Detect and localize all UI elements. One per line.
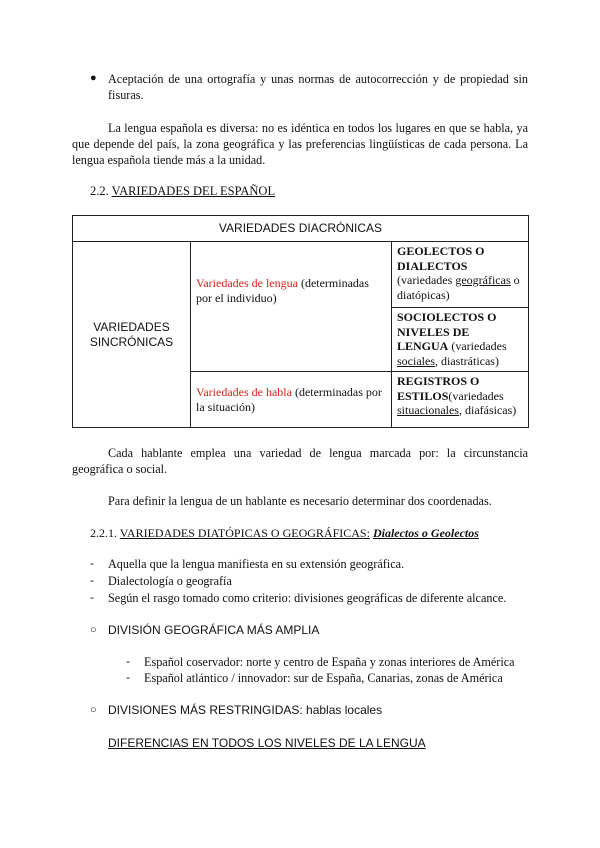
variedades-lengua-term: Variedades de lengua — [196, 276, 298, 290]
section-heading-2-2 — [90, 184, 275, 199]
division-amplia: DIVISIÓN GEOGRÁFICA MÁS AMPLIA — [108, 623, 320, 637]
sociolectos-pre: (variedades — [448, 339, 507, 353]
sub-item-conservador: Español coservador: norte y centro de España y zonas interiores de América — [144, 655, 515, 669]
sociolectos-underlined: sociales — [397, 353, 435, 368]
table-cell-variedades-habla — [191, 372, 392, 428]
paragraph-hablante: Cada hablante emplea una variedad de lengua marcada por: la circunstancia geográfica o social. — [72, 446, 528, 476]
sociolectos-post: , diastráticas) — [435, 353, 499, 368]
bullet-icon: ● — [90, 72, 97, 84]
variedades-habla-desc: (determinadas por la situación) — [196, 385, 382, 414]
variedades-lengua-desc: (determinadas por el individuo) — [196, 276, 369, 305]
registros-title: REGISTROS O ESTILOS — [397, 374, 480, 403]
geolectos-underlined: geográficas — [455, 273, 511, 287]
registros-underlined: situacionales — [397, 403, 459, 417]
dash-icon: - — [90, 590, 94, 604]
table-cell-registros — [392, 372, 529, 428]
division-restringidas: DIVISIONES MÁS RESTRINGIDAS: hablas locales — [108, 703, 383, 717]
dash-icon: - — [90, 556, 94, 570]
section-heading-2-2-1 — [90, 526, 479, 541]
table-header-diacronicas: VARIEDADES DIACRÓNICAS — [73, 216, 529, 242]
registros-pre: (variedades — [448, 388, 504, 403]
geolectos-pre: (variedades — [397, 273, 456, 287]
paragraph-coordenadas: Para definir la lengua de un hablante es necesario determinar dos coordenadas. — [108, 494, 492, 508]
subsection-title: VARIEDADES DIATÓPICAS O GEOGRÁFICAS: — [119, 526, 370, 540]
dash-icon: - — [90, 573, 94, 587]
dash-item-2: Dialectología o geografía — [108, 574, 232, 588]
variedades-habla-term: Variedades de habla — [196, 385, 292, 399]
section-number: 2.2. — [90, 184, 109, 198]
circle-bullet-icon: ○ — [90, 704, 97, 716]
sociolectos-title: SOCIOLECTOS O NIVELES DE LENGUA — [397, 310, 497, 353]
diferencias-heading: DIFERENCIAS EN TODOS LOS NIVELES DE LA LENGUA — [108, 736, 426, 750]
paragraph-diversity: La lengua española es diversa: no es idéntica en todos los lugares en que se habla, ya que depende del país, la zona geográfica y las preferencias lingüísticas de cada persona. La lengua española tiende más a la unidad. — [72, 121, 528, 167]
dash-item-1: Aquella que la lengua manifiesta en su extensión geográfica. — [108, 557, 405, 571]
table-label-sincronicas: VARIEDADES SINCRÓNICAS — [73, 242, 191, 428]
dash-item-3: Según el rasgo tomado como criterio: divisiones geográficas de diferente alcance. — [108, 591, 507, 605]
registros-post: , diafásicas) — [458, 403, 517, 417]
dash-icon: - — [126, 654, 130, 668]
subsection-subtitle: Dialectos o Geolectos — [372, 526, 479, 540]
geolectos-title: GEOLECTOS O DIALECTOS — [397, 244, 485, 273]
sub-item-atlantico: Español atlántico / innovador: sur de España, Canarias, zonas de América — [144, 671, 503, 685]
varieties-table — [72, 215, 529, 428]
circle-bullet-icon: ○ — [90, 624, 97, 636]
table-cell-variedades-lengua — [191, 242, 392, 372]
dash-icon: - — [126, 670, 130, 684]
table-cell-geolectos — [392, 242, 529, 308]
subsection-number: 2.2.1. — [90, 526, 117, 540]
geolectos-post: o diatópicas) — [397, 273, 520, 302]
bullet-text: Aceptación de una ortografía y unas normas de autocorrección y de propiedad sin fisuras. — [108, 72, 528, 102]
section-title: VARIEDADES DEL ESPAÑOL — [111, 184, 276, 198]
table-cell-sociolectos — [392, 308, 529, 372]
